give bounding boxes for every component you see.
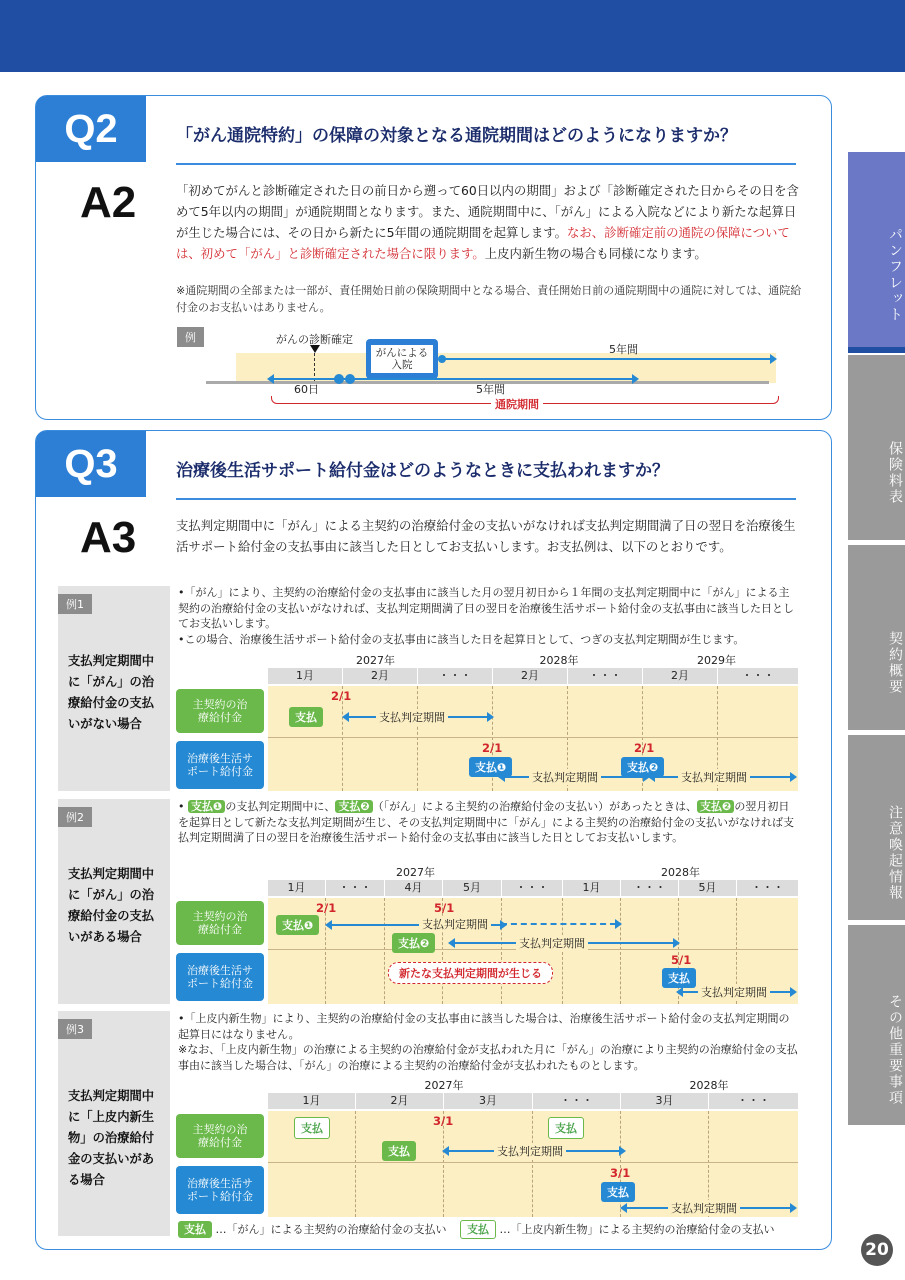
sixty-days-label: 60日 <box>294 383 319 396</box>
month-cell: 2月 <box>643 668 717 684</box>
side-tab-label: 契約概要 <box>887 630 903 695</box>
q3-answer: 支払判定期間中に「がん」による主契約の治療給付金の支払いがなければ支払判定期間満了日の翌日を治療後生活サポート給付金の支払事由に該当した日としてお支払いします。お支払例は、以下のとおりです。 <box>176 518 796 554</box>
period-label: 支払判定期間 <box>529 769 601 785</box>
side-tab-label: パンフレット <box>887 226 903 323</box>
ex3-tag: 例3 <box>58 1019 92 1039</box>
legend-pay-green: 支払 <box>178 1221 212 1238</box>
month-cell: ・・・ <box>621 880 678 896</box>
ex1-bullet-1: •「がん」により、主契約の治療給付金の支払事由に該当した月の翌月初日から１年間の支払判定期間中に「がん」による主契約の治療給付金の支払いがなければ、支払判定期間満了日の翌日を治療後生活サポート給付金の支払事由に該当した日としてお支払いします。 <box>178 586 794 630</box>
q3-divider <box>176 498 796 500</box>
q2-card <box>35 95 832 420</box>
q2-answer-text: 「初めてがんと診断確定された日の前日から遡って60日以内の期間」および「診断確定された日からその日を含めて5年以内の期間」が通院期間となります。また、通院期間中に、「がん」による入院などにより新たな起算日が生じた場合には、その日から新たに5年間の通院期間を起算します。 <box>176 183 799 240</box>
row-label-post: 治療後生活サポート給付金 <box>176 741 264 789</box>
q2-example-diagram <box>206 326 776 416</box>
q2-badge: Q2 <box>36 96 146 162</box>
side-tab-label: その他重要事項 <box>887 994 903 1106</box>
page-number: 20 <box>861 1234 893 1266</box>
month-cell: ・・・ <box>533 1093 620 1109</box>
pay-inline: 支払❷ <box>335 800 372 813</box>
start-dot-1 <box>334 374 344 384</box>
month-cell: 2月 <box>356 1093 443 1109</box>
ex1-bullet-2: •この場合、治療後生活サポート給付金の支払事由に該当した日を起算日として、つぎの支払判定期間が生じます。 <box>178 633 745 646</box>
q2-example-tag: 例 <box>177 327 204 347</box>
year-label: 2028年 <box>689 1079 729 1092</box>
ex2-timeline <box>176 861 798 1004</box>
month-cell: ・・・ <box>568 668 642 684</box>
ex1-desc: 支払判定期間中に「がん」の治療給付金の支払いがない場合 <box>68 654 155 731</box>
month-cell: 3月 <box>621 1093 708 1109</box>
year-label: 2028年 <box>539 654 579 667</box>
legend-text-outline: …「上皮内新生物」による主契約の治療給付金の支払い <box>499 1223 775 1236</box>
period-label: 支払判定期間 <box>698 984 770 1000</box>
pay-inline: 支払❶ <box>188 800 225 813</box>
q2-answer <box>176 180 803 264</box>
ex3-desc: 支払判定期間中に「上皮内新生物」の治療給付金の支払いがある場合 <box>68 1089 155 1187</box>
five-year-arrow-bottom <box>273 378 633 380</box>
callout-new-period: 新たな支払判定期間が生じる <box>388 962 553 984</box>
hospital-label: がんによる入院 <box>371 345 433 373</box>
hospital-dot <box>438 355 446 363</box>
pay-marker: 支払❶ <box>276 915 319 935</box>
header-bar <box>0 0 905 72</box>
date-label: 2/1 <box>634 741 655 755</box>
ex3-bullet-1: •「上皮内新生物」により、主契約の治療給付金の支払事由に該当した場合は、治療後生活サポート給付金の支払判定期間の起算日にはなりません。 <box>178 1012 790 1041</box>
period-label: 支払判定期間 <box>376 709 448 725</box>
side-tab-pamphlet[interactable] <box>848 152 905 347</box>
date-label: 2/1 <box>331 689 352 703</box>
ex3-bullet-2: ※なお、「上皮内新生物」の治療による主契約の治療給付金が支払われた月に「がん」の治療により主契約の治療給付金の支払事由に該当した場合は、「がん」の治療による主契約の治療給付金が支払われたものとします。 <box>178 1043 798 1072</box>
date-label: 5/1 <box>434 901 455 915</box>
side-tab-label: 保険料表 <box>887 440 903 505</box>
ex1-timeline <box>176 649 798 791</box>
month-cell: ・・・ <box>502 880 562 896</box>
date-label: 5/1 <box>671 953 692 967</box>
month-cell: 1月 <box>268 668 342 684</box>
month-cell: 2月 <box>343 668 417 684</box>
month-cell: 3月 <box>444 1093 532 1109</box>
row-label-post: 治療後生活サポート給付金 <box>176 1166 264 1214</box>
ex2-text: の支払判定期間中に、 <box>225 800 336 813</box>
q2-answer-red: なお、診断確定前の通院の保障については、初めて「がん」と診断確定された場合に限ります。 <box>176 225 790 261</box>
pay-marker-outline: 支払 <box>548 1117 584 1139</box>
pay-marker: 支払❶ <box>469 757 512 777</box>
pay-marker-outline: 支払 <box>294 1117 330 1139</box>
ex2-bullet: • 支払❶ の支払判定期間中に、 支払❷ （「がん」による主契約の治療給付金の支払い）があったときは、 支払❷ の翌月初日を起算日として新たな支払判定期間が生じ、その支払判定期間中に「がん」による主契約の治療給付金の支払いがなければ支払判定期間満了日の翌日を治療後生活サポート給付金の支払事由に該当した日としてお支払いします。 <box>178 800 794 844</box>
year-label: 2029年 <box>697 654 736 667</box>
ex2-desc: 支払判定期間中に「がん」の治療給付金の支払いがある場合 <box>68 867 155 944</box>
period-label: 支払判定期間 <box>668 1200 740 1216</box>
legend <box>178 1221 808 1237</box>
date-label: 2/1 <box>316 901 337 915</box>
ex2-tag: 例2 <box>58 807 92 827</box>
q3-title: 治療後生活サポート給付金はどのようなときに支払われますか？ <box>176 461 669 481</box>
hospital-box <box>366 339 438 379</box>
row-label-main: 主契約の治療給付金 <box>176 689 264 733</box>
pay-marker: 支払 <box>601 1182 635 1202</box>
q2-answer-tail: 上皮内新生物の場合も同様になります。 <box>484 246 707 261</box>
q2-note: ※通院期間の全部または一部が、責任開始日前の保険期間中となる場合、責任開始日前の通院期間中の通院に対しては、通院給付金のお支払いはありません。 <box>176 284 802 314</box>
q3-badge: Q3 <box>36 431 146 497</box>
month-cell: 5月 <box>679 880 736 896</box>
month-cell: ・・・ <box>326 880 384 896</box>
pay-inline: 支払❷ <box>697 800 734 813</box>
pay-marker: 支払 <box>289 707 323 727</box>
a2-badge: A2 <box>80 178 137 227</box>
diagnosis-line <box>314 353 315 381</box>
diagnosis-label: がんの診断確定 <box>276 333 353 346</box>
five-years-bottom-label: 5年間 <box>476 383 505 396</box>
month-cell: 1月 <box>268 880 325 896</box>
month-cell: 2月 <box>493 668 567 684</box>
a3-badge: A3 <box>80 513 137 562</box>
date-label: 3/1 <box>433 1114 454 1128</box>
month-cell: 5月 <box>443 880 501 896</box>
side-tab-marker <box>848 347 905 353</box>
side-tab-caution[interactable] <box>848 735 905 920</box>
pay-marker: 支払 <box>382 1141 416 1161</box>
date-label: 2/1 <box>482 741 503 755</box>
five-year-arrow-top <box>441 358 771 360</box>
pay-marker: 支払❷ <box>621 757 664 777</box>
year-label: 2027年 <box>424 1079 464 1092</box>
start-dot-2 <box>345 374 355 384</box>
period-label: 通院期間 <box>491 396 543 412</box>
year-label: 2028年 <box>661 866 700 879</box>
legend-pay-outline: 支払 <box>460 1220 496 1239</box>
side-tab-other[interactable] <box>848 925 905 1125</box>
pay-marker: 支払❷ <box>392 933 435 953</box>
month-cell: 1月 <box>268 1093 355 1109</box>
year-label: 2027年 <box>356 654 395 667</box>
diagnosis-marker-icon <box>310 345 320 353</box>
year-label: 2027年 <box>396 866 435 879</box>
period-label: 支払判定期間 <box>419 916 491 932</box>
pay-marker: 支払 <box>662 968 696 988</box>
side-tab-label: 注意喚起情報 <box>887 804 903 901</box>
date-label: 3/1 <box>610 1166 631 1180</box>
month-cell: ・・・ <box>737 880 798 896</box>
period-label: 支払判定期間 <box>494 1143 566 1159</box>
q2-title: 「がん通院特約」の保障の対象となる通院期間はどのようになりますか？ <box>176 126 737 146</box>
period-arrow-dashed <box>501 923 616 925</box>
legend-text-green: …「がん」による主契約の治療給付金の支払い <box>215 1223 447 1236</box>
side-tab-summary[interactable] <box>848 545 905 730</box>
month-cell: ・・・ <box>709 1093 798 1109</box>
ex2-text: （「がん」による主契約の治療給付金の支払い）があったときは、 <box>372 800 698 813</box>
q3-card <box>35 430 832 1250</box>
row-label-post: 治療後生活サポート給付金 <box>176 953 264 1001</box>
month-cell: 1月 <box>563 880 620 896</box>
ex2-text: の翌月初日を起算日として新たな支払判定期間が生じ、その支払判定期間中に「がん」による主契約の治療給付金の支払いがなければ支払判定期間満了日の翌日を治療後生活サポート給付金の支払事由に該当した日としてお支払いします。 <box>178 800 794 844</box>
q2-divider <box>176 163 796 165</box>
ex3-timeline <box>176 1074 798 1217</box>
side-tab-premium[interactable] <box>848 355 905 540</box>
month-cell: ・・・ <box>718 668 798 684</box>
period-label: 支払判定期間 <box>516 935 588 951</box>
row-label-main: 主契約の治療給付金 <box>176 901 264 945</box>
month-cell: 4月 <box>385 880 442 896</box>
period-label: 支払判定期間 <box>678 769 750 785</box>
month-cell: ・・・ <box>418 668 492 684</box>
ex1-tag: 例1 <box>58 594 92 614</box>
five-years-top-label: 5年間 <box>609 343 638 356</box>
row-label-main: 主契約の治療給付金 <box>176 1114 264 1158</box>
